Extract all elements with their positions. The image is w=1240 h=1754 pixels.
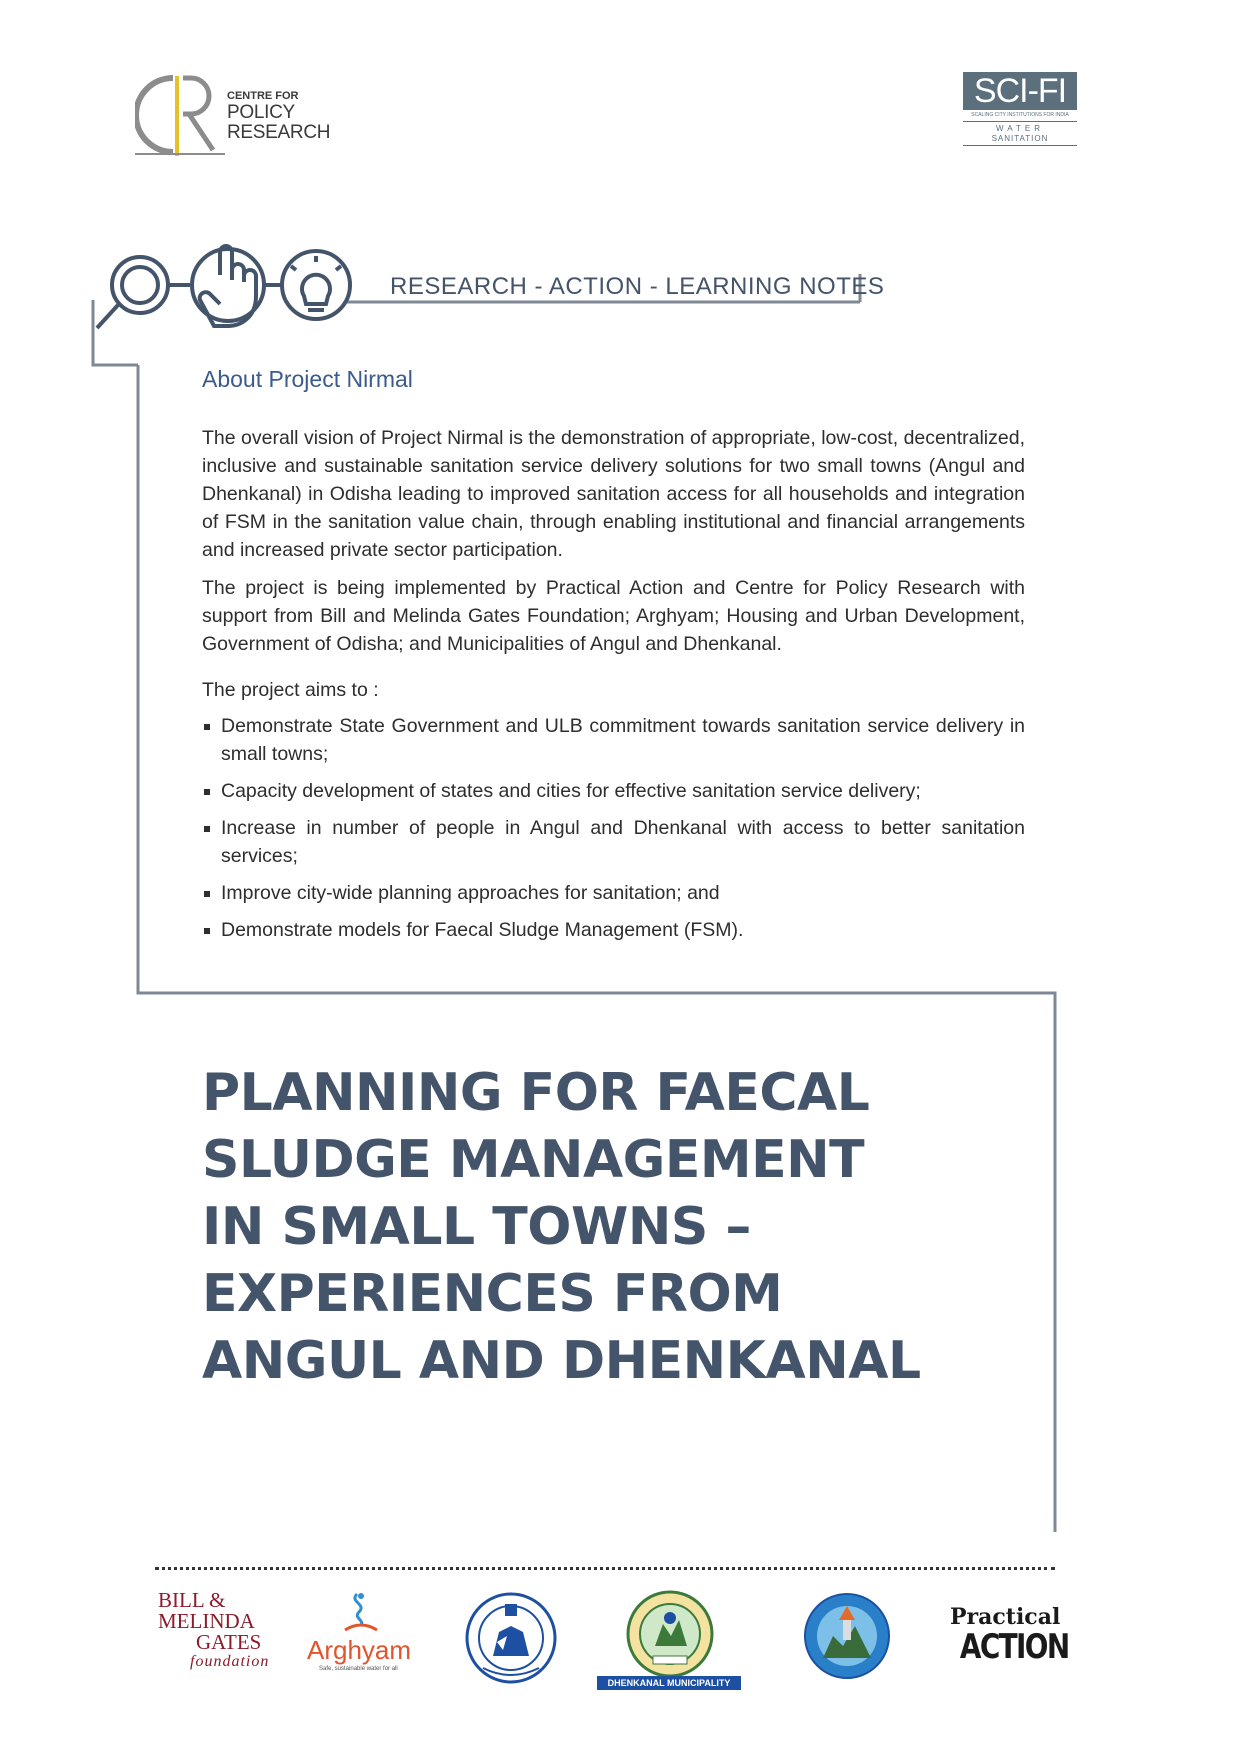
odisha-government-logo: [463, 1590, 559, 1686]
gates-foundation-logo: [158, 1590, 278, 1680]
cpr-logo-mark-icon: [135, 72, 225, 158]
scifi-logo: [963, 72, 1077, 148]
scifi-logo-sub1: WATER: [996, 124, 1044, 133]
about-paragraph-1: The overall vision of Project Nirmal is the demonstration of appropriate, low-cost, decentralized, inclusive and sustainable sanitation service delivery solutions for two small towns (Angul and Dhenkanal) in Odisha leading to improved sanitation access for all households and integration of FSM in the sanitation value chain, through enabling institutional and financial arrangements and increased private sector participation.: [202, 427, 1025, 561]
gates-logo-line1: BILL &: [158, 1588, 226, 1612]
aims-list: [202, 712, 1025, 953]
aim-item: Demonstrate State Government and ULB commitment towards sanitation service delivery in small towns;: [202, 712, 1025, 768]
cpr-logo-line1: CENTRE FOR: [227, 90, 299, 102]
gates-logo-line3: GATES: [196, 1630, 262, 1654]
angul-municipality-emblem-icon: [803, 1590, 891, 1682]
dhenkanal-municipality-logo: [595, 1590, 745, 1690]
practical-action-line2: ACTION: [959, 1627, 1069, 1667]
title-line: PLANNING FOR FAECAL: [202, 1063, 870, 1123]
scifi-logo-title: SCI-FI: [963, 72, 1077, 110]
scifi-logo-sub2: SANITATION: [991, 134, 1049, 143]
scifi-logo-divider: [963, 121, 1077, 122]
dhenkanal-caption: DHENKANAL MUNICIPALITY: [597, 1676, 741, 1690]
gates-logo-line4: foundation: [190, 1653, 270, 1670]
title-line: IN SMALL TOWNS –: [202, 1197, 751, 1257]
series-label: RESEARCH - ACTION - LEARNING NOTES: [390, 273, 885, 300]
angul-municipality-logo: [803, 1590, 891, 1682]
title-line: ANGUL AND DHENKANAL: [202, 1331, 921, 1391]
cpr-logo: [135, 72, 335, 158]
arghyam-logo: [305, 1590, 417, 1680]
title-line: EXPERIENCES FROM: [202, 1264, 783, 1324]
scifi-logo-divider-bottom: [963, 145, 1077, 146]
cpr-logo-line2: POLICY: [227, 102, 295, 123]
arghyam-tagline: Safe, sustainable water for all: [319, 1666, 398, 1672]
arghyam-water-icon: [305, 1590, 417, 1638]
lightbulb-icon: [282, 251, 350, 319]
aim-item: Capacity development of states and cities for effective sanitation service delivery;: [202, 777, 1025, 805]
document-title: [202, 1060, 1102, 1395]
aim-item: Increase in number of people in Angul and Dhenkanal with access to better sanitation services;: [202, 814, 1025, 870]
cpr-logo-line3: RESEARCH: [227, 122, 331, 143]
practical-action-logo: [950, 1604, 1069, 1675]
dhenkanal-municipality-emblem-icon: [595, 1590, 745, 1676]
touch-hand-icon: [192, 246, 264, 326]
aim-item: Demonstrate models for Faecal Sludge Management (FSM).: [202, 916, 1025, 944]
odisha-government-emblem-icon: [463, 1590, 559, 1686]
aims-intro: The project aims to :: [202, 679, 379, 701]
footer-divider: [155, 1567, 1055, 1570]
arghyam-name: Arghyam: [307, 1635, 412, 1665]
title-line: SLUDGE MANAGEMENT: [202, 1130, 865, 1190]
gates-logo-line2: MELINDA: [158, 1609, 255, 1633]
about-paragraph-2: The project is being implemented by Practical Action and Centre for Policy Research with support from Bill and Melinda Gates Foundation; Arghyam; Housing and Urban Development, Government of Odisha; and Municipalities of Angul and Dhenkanal.: [202, 577, 1025, 655]
about-heading: About Project Nirmal: [202, 366, 413, 392]
practical-action-line1: Practical: [950, 1604, 1061, 1630]
magnifier-icon: [97, 257, 168, 328]
scifi-logo-tagline: SCALING CITY INSTITUTIONS FOR INDIA: [971, 112, 1069, 118]
aim-item: Improve city-wide planning approaches for sanitation; and: [202, 879, 1025, 907]
